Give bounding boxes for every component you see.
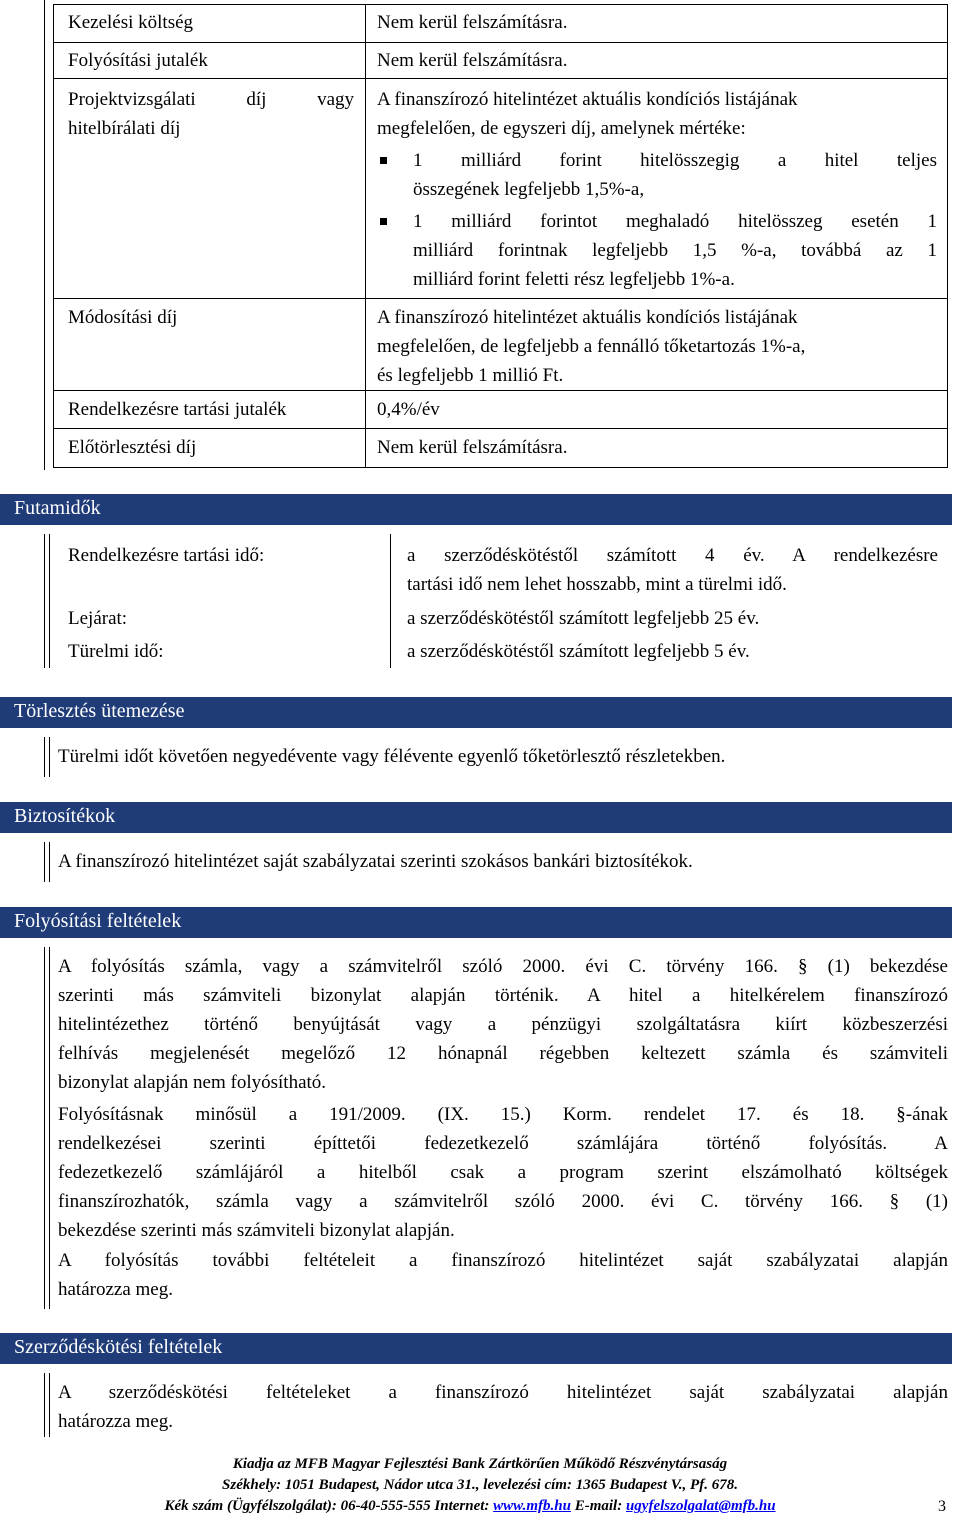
fee-value-modositasi-2: megfelelően, de legfeljebb a fennálló tőketartozás 1%-a,: [377, 336, 806, 357]
folyositasi-p2-line-4: finanszírozhatók, számla vagy a számvitelről szóló 2000. évi C. törvény 166. § (1): [58, 1191, 948, 1212]
fee-value-rendelkezesre: 0,4%/év: [377, 399, 440, 420]
section-header-biztositekok: Biztosítékok: [0, 802, 952, 830]
biztositekok-text: A finanszírozó hitelintézet saját szabályzatai szerinti szokásos bankári biztosítékok.: [58, 851, 693, 872]
footer-publisher: Kiadja az MFB Magyar Fejlesztési Bank Zártkörűen Működő Részvénytársaság: [232, 1456, 728, 1472]
bullet-icon: [380, 218, 387, 225]
section-header-futamidok: Futamidők: [0, 494, 952, 522]
fee-bullet-1-line-2: összegének legfeljebb 1,5%-a,: [413, 179, 645, 200]
fee-value-kezelesi: Nem kerül felszámításra.: [377, 12, 568, 33]
fee-label-folyositasi: Folyósítási jutalék: [68, 50, 208, 71]
page-number: 3: [938, 1498, 946, 1515]
fee-label-modositasi: Módosítási díj: [68, 307, 178, 328]
futamido-label-rendelkezesre: Rendelkezésre tartási idő:: [68, 545, 265, 566]
footer-web-link[interactable]: www.mfb.hu: [493, 1498, 571, 1514]
folyositasi-p1-line-1: A folyósítás számla, vagy a számvitelről szóló 2000. évi C. törvény 166. § (1) bekezdése: [58, 956, 948, 977]
torlesztes-text: Türelmi időt követően negyedévente vagy félévente egyenlő tőketörlesztő részletekben.: [58, 746, 726, 767]
section-underline: [0, 725, 952, 728]
fee-bullet-1-line-1: 1 milliárd forint hitelösszegig a hitel teljes: [413, 150, 937, 171]
section-header-szerzodeskotesi: Szerződéskötési feltételek: [0, 1333, 952, 1361]
footer-contact: [0, 1497, 950, 1516]
fee-value-folyositasi: Nem kerül felszámításra.: [377, 50, 568, 71]
szerzodeskotesi-line-2: határozza meg.: [58, 1411, 173, 1432]
bullet-icon: [380, 157, 387, 164]
fee-value-modositasi-1: A finanszírozó hitelintézet aktuális kondíciós listájának: [377, 307, 798, 328]
futamido-value-rendelkezesre-1: a szerződéskötéstől számított 4 év. A rendelkezésre: [407, 545, 938, 566]
fee-value-elotorlesztesi: Nem kerül felszámításra.: [377, 437, 568, 458]
section-underline: [0, 935, 952, 938]
fee-value-modositasi-3: és legfeljebb 1 millió Ft.: [377, 365, 564, 386]
footer-email-link[interactable]: ugyfelszolgalat@mfb.hu: [625, 1498, 776, 1514]
section-underline: [0, 522, 952, 525]
footer-email-label: E-mail:: [570, 1498, 626, 1514]
szerzodeskotesi-line-1: A szerződéskötési feltételeket a finanszírozó hitelintézet saját szabályzatai alapján: [58, 1382, 948, 1403]
futamido-value-lejarat: a szerződéskötéstől számított legfeljebb 25 év.: [407, 608, 760, 629]
folyositasi-p1-line-2: szerinti más számviteli bizonylat alapján történik. A hitel a hitelkérelem finanszírozó: [58, 985, 948, 1006]
futamido-value-rendelkezesre-2: tartási idő nem lehet hosszabb, mint a türelmi idő.: [407, 574, 787, 595]
futamido-label-lejarat: Lejárat:: [68, 608, 128, 629]
folyositasi-p2-line-2: rendelkezései szerinti építtetői fedezetkezelő számlájára történő folyósítás. A: [58, 1133, 948, 1154]
futamido-label-turelmi: Türelmi idő:: [68, 641, 164, 662]
footer-phone: Kék szám (Ügyfélszolgálat): 06-40-555-555 Internet:: [164, 1498, 494, 1514]
folyositasi-p3-line-2: határozza meg.: [58, 1279, 173, 1300]
fee-label-kezelesi: Kezelési költség: [68, 12, 194, 33]
fee-label-projektvizsgalati-2: hitelbírálati díj: [68, 118, 181, 139]
futamido-value-turelmi: a szerződéskötéstől számított legfeljebb 5 év.: [407, 641, 750, 662]
footer-address: Székhely: 1051 Budapest, Nádor utca 31., levelezési cím: 1365 Budapest V., Pf. 678.: [222, 1477, 738, 1493]
folyositasi-p3-line-1: A folyósítás további feltételeit a finanszírozó hitelintézet saját szabályzatai alapján: [58, 1250, 948, 1271]
fee-label-projektvizsgalati-1: Projektvizsgálati díj vagy: [68, 89, 354, 110]
folyositasi-p1-line-3: hitelintézethez történő benyújtását vagy a pénzügyi szolgáltatásra kiírt közbeszerzési: [58, 1014, 948, 1035]
fee-label-elotorlesztesi: Előtörlesztési díj: [68, 437, 197, 458]
fee-value-projekt-intro-2: megfelelően, de egyszeri díj, amelynek mértéke:: [377, 118, 746, 139]
fee-bullet-2-line-3: milliárd forint feletti rész legfeljebb 1%-a.: [413, 269, 735, 290]
folyositasi-p1-line-5: bizonylat alapján nem folyósítható.: [58, 1072, 327, 1093]
section-header-torlesztes: Törlesztés ütemezése: [0, 697, 952, 725]
section-underline: [0, 1361, 952, 1364]
section-underline: [0, 830, 952, 833]
folyositasi-p2-line-5: bekezdése szerinti más számviteli bizonylat alapján.: [58, 1220, 455, 1241]
fee-label-rendelkezesre: Rendelkezésre tartási jutalék: [68, 399, 287, 420]
section-header-folyositasi: Folyósítási feltételek: [0, 907, 952, 935]
fee-bullet-2-line-2: milliárd forintnak legfeljebb 1,5 %-a, továbbá az 1: [413, 240, 937, 261]
fee-bullet-2-line-1: 1 milliárd forintot meghaladó hitelösszeg esetén 1: [413, 211, 937, 232]
folyositasi-p2-line-1: Folyósításnak minősül a 191/2009. (IX. 15.) Korm. rendelet 17. és 18. §-ának: [58, 1104, 948, 1125]
fee-value-projekt-intro-1: A finanszírozó hitelintézet aktuális kondíciós listájának: [377, 89, 798, 110]
folyositasi-p2-line-3: fedezetkezelő számlájáról a hitelből csak a program szerint elszámolható költségek: [58, 1162, 948, 1183]
folyositasi-p1-line-4: felhívás megjelenését megelőző 12 hónapnál régebben keltezett számla és számviteli: [58, 1043, 948, 1064]
